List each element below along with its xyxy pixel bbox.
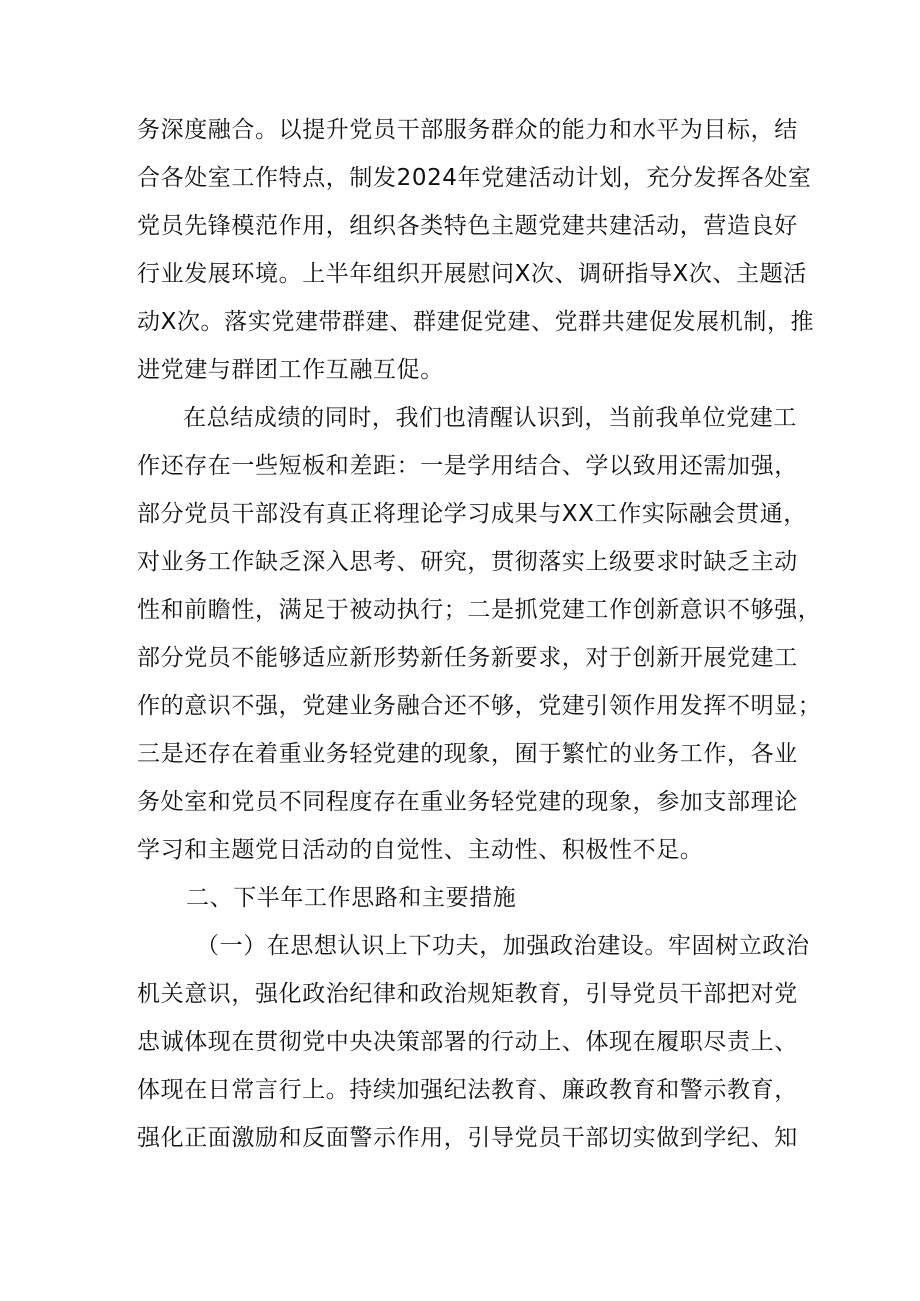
paragraph-line: 机关意识，强化政治纪律和政治规矩教育，引导党员干部把对党	[137, 981, 798, 1007]
paragraph-line: 作的意识不强，党建业务融合还不够，党建引领作用发挥不明显；	[137, 693, 822, 719]
paragraph-line: 体现在日常言行上。持续加强纪法教育、廉政教育和警示教育，	[137, 1077, 798, 1103]
paragraph-line: 务深度融合。以提升党员干部服务群众的能力和水平为目标，结	[137, 117, 798, 143]
paragraph-line: 忠诚体现在贯彻党中央决策部署的行动上、体现在履职尽责上、	[137, 1029, 798, 1055]
paragraph-line: 动X次。落实党建带群建、群建促党建、党群共建促发展机制，推	[137, 309, 815, 335]
paragraph-line: 对业务工作缺乏深入思考、研究，贯彻落实上级要求时缺乏主动	[137, 549, 798, 575]
paragraph-line: 在总结成绩的同时，我们也清醒认识到，当前我单位党建工	[183, 405, 797, 431]
paragraph-line: 学习和主题党日活动的自觉性、主动性、积极性不足。	[137, 837, 704, 863]
paragraph-line: 三是还存在着重业务轻党建的现象，囿于繁忙的业务工作，各业	[137, 741, 798, 767]
paragraph-line: （一）在思想认识上下功夫，加强政治建设。牢固树立政治	[196, 933, 810, 959]
paragraph-line: 性和前瞻性，满足于被动执行；二是抓党建工作创新意识不够强，	[137, 597, 822, 623]
paragraph-line: 部分党员不能够适应新形势新任务新要求，对于创新开展党建工	[137, 645, 798, 671]
section-heading: 二、下半年工作思路和主要措施	[186, 885, 517, 911]
paragraph-line: 强化正面激励和反面警示作用，引导党员干部切实做到学纪、知	[137, 1125, 798, 1151]
paragraph-line: 党员先锋模范作用，组织各类特色主题党建共建活动，营造良好	[137, 213, 798, 239]
paragraph-line: 务处室和党员不同程度存在重业务轻党建的现象，参加支部理论	[137, 789, 798, 815]
paragraph-line: 作还存在一些短板和差距：一是学用结合、学以致用还需加强，	[137, 453, 798, 479]
paragraph-line: 行业发展环境。上半年组织开展慰问X次、调研指导X次、主题活	[137, 261, 807, 287]
paragraph-line: 进党建与群团工作互融互促。	[137, 357, 444, 383]
paragraph-line: 合各处室工作特点，制发2024年党建活动计划，充分发挥各处室	[137, 165, 812, 191]
paragraph-line: 部分党员干部没有真正将理论学习成果与XX工作实际融会贯通，	[137, 501, 807, 527]
